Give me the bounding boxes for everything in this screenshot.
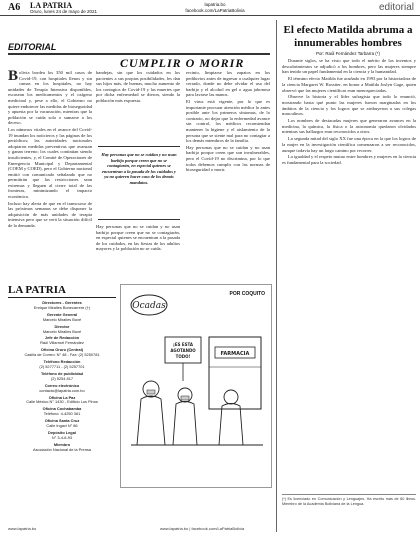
staff-heading: Oficina Oruro (Central) — [40, 347, 84, 353]
staff-heading: Oficina Cochabamba — [42, 406, 82, 412]
staff-box — [8, 284, 116, 530]
cartoon-logo-text: Ocadas — [132, 301, 166, 311]
editorial-rule — [8, 53, 270, 55]
svg-text:TODO!: TODO! — [175, 354, 191, 359]
editorial-column-1: Bolivia bordea los 350 mil casos de Covid-19, con hospitales llenos y sin camas en los hospitales, no hay unidades de Terapia Intensiva disponibles, escasean los medicamentos y el oxígeno medicinal y, pese a ello, el Gobierno no quiere endurecer las medidas de bioseguridad y apuesta por la vacunación, mientras que la población se cuida sola o sumarse a los deceso. Los números vitales en el avance del Covid-19 inundan los noticieros y las páginas de los periódicos; las autoridades nacionales adoptaron medidas preventivas que avanzan y ganan terreno; los cuales continúan siendo insuficientes, y, el Comité de Operaciones de Emergencia Municipal y Departamental (COEM y COED), pero el Gobierno nacional emitió con comunicado señalando que no permitirán que las restricciones sean extremas y lleguen al cierre total de las fronteras, minimizando el impacto económico. Incluso hay alerta de que en el transcurso de las próximas semanas se debe disponer la adquisición de más unidades de terapia intensiva pero que se verá la situación difícil de la demanda. — [8, 70, 92, 229]
cartoon-drawing — [121, 285, 271, 487]
staff-heading: Oficina Santa Cruz — [44, 418, 80, 424]
staff-heading: Teléfono de publicidad — [40, 370, 84, 376]
page-number: A6 — [8, 2, 21, 13]
staff-text: contacto@lapatria.com.bo — [39, 387, 85, 393]
staff-text: Teléfono: 4-4250 361 — [43, 411, 81, 417]
svg-text:AGOTANDO: AGOTANDO — [170, 348, 196, 353]
staff-heading: Directores - Gerentes — [42, 300, 82, 305]
staff-text: Calle México N° 1430 - Edificio Los Pinos — [26, 399, 98, 405]
footer-left[interactable]: www.lapatria.bo — [8, 526, 37, 531]
cartoon-credit: POR COQUITO — [229, 291, 265, 297]
staff-text: Calle Ingavi N° 86 — [46, 423, 78, 429]
staff-heading: Depósito Legal — [48, 429, 76, 435]
staff-heading: Gerente General — [46, 311, 78, 317]
website-link[interactable]: lapatria.bo — [204, 2, 226, 7]
column-title: El efecto Matilda abruma a innumerables hombres — [283, 24, 413, 49]
staff-heading: Teléfono Redacción — [43, 359, 81, 365]
staff-text: (2) 5277711 - (2) 5257701 — [39, 363, 85, 369]
store-sign-text: FARMACIA — [220, 351, 250, 357]
column-paragraph: La segunda mitad del siglo XX fue una época en la que los logros de la mujer en la investigación científica comenzaron a ser reconocidos, aunque todavía hay un largo camino por recorrer. — [282, 136, 416, 153]
column-body — [282, 58, 416, 490]
staff-title: LA PATRIA — [8, 284, 116, 298]
pull-quote: Hay personas que no se cuidan y no usan barbijo porque creen que no se contagiarán, en especial quienes se encuentran a la pasada de los cuidados y ya no quieren hacer caso de los demás mandatos. — [98, 146, 180, 220]
staff-text: Enrique Miralles Bonecarrere (†) — [33, 304, 91, 310]
staff-text: N° 3-4-6-93 — [51, 434, 73, 440]
editorial-cartoon — [120, 284, 272, 488]
staff-heading: Oficina La Paz — [48, 394, 76, 400]
staff-heading: Miembro — [53, 441, 71, 447]
staff-list — [8, 301, 116, 453]
column-paragraph: La igualdad y el respeto mutuo entre hombres y mujeres en la ciencia es fundamental para la sociedad. — [282, 154, 416, 165]
facebook-link[interactable]: facebook.com/LaPatriaBolivia — [185, 8, 245, 13]
section-name: editorial — [378, 2, 414, 13]
staff-text: Marcelo Miralles Bové — [42, 316, 82, 322]
staff-text: (2) 5254 817 — [50, 375, 74, 381]
editorial-column-3: recinto, limpiarse los zapatos en los pediluvios antes de ingresar a cualquier lugar cerrado, donde no debe olvidar el uso del barbijo y el alcohol en gel o agua jabonosa para lavarse las manos. El virus está vigente, por lo que es importante procurar atención médica lo antes posible ante los primeros síntomas, de lo contrario, no dejar que la enfermedad avance sin control, los médicos recomiendan mantener la higiene y el aislamiento de la persona que se siente mal para no contagiar a los demás miembros de la familia. Hay personas que no se cuidan y no usan barbijo porque creen que son invulnerables, pero el Covid-19 no discrimina, por lo que todos debemos cumplir con las normas de bioseguridad o morir. — [186, 70, 270, 173]
staff-text: Asociación Nacional de la Prensa — [33, 446, 91, 452]
page-header — [0, 0, 420, 16]
staff-text: Casilla de Correo: N° 48 - Fax: (2) 5250781 — [24, 352, 100, 358]
issue-date: Oruro, lunes 24 de mayo de 2021 — [30, 9, 98, 14]
column-paragraph: Observe la historia y el líder sufragista que todo lo enunció, mostrando hasta qué punto las mujeres fueron marginadas en los ámbitos de la ciencia y los logros que se atribuyeron a sus colegas masculinos. — [282, 94, 416, 117]
staff-text: Raúl Villarroel Fernández — [40, 340, 84, 346]
staff-heading: Jefe de Redacción — [44, 335, 80, 341]
staff-heading: Correo electrónico — [44, 382, 80, 388]
footer-center[interactable]: www.lapatria.bo | facebook.com/LaPatriaBolivia — [160, 526, 245, 531]
editorial-title: CUMPLIR O MORIR — [120, 56, 245, 70]
drop-cap: B — [8, 70, 19, 84]
column-paragraph: Durante siglos, se ha visto que todo el mérito de los inventos y descubrimientos se adjudicó a los hombres, pero las mujeres siempre han tenido un papel fundamental en la ciencia y la humanidad. — [282, 58, 416, 75]
newspaper-name: LA PATRIA — [30, 1, 73, 10]
column-divider — [276, 20, 277, 532]
editorial-label: EDITORIAL — [8, 42, 57, 52]
column-paragraph: Los nombres de destacadas mujeres que generaron avances en la medicina, la química, la física o la astronomía quedaron olvidados mientras sus hallazgos eran reconocidos a otros. — [282, 118, 416, 135]
svg-text:¡ES ESTA: ¡ES ESTA — [173, 342, 193, 347]
editorial-column-2b: Hay personas que no se cuidan y no usan barbijo porque creen que no se contagiarán, en especial quienes se encuentran a la pasada de los cuidados, en las fiestas de los adultos mayores y la población no se cuida. — [96, 224, 180, 252]
column-byline: Por: Raúl Fernández Tarbarra (*) — [316, 51, 380, 56]
column-paragraph: El término efecto Matilda fue acuñado en 1993 por la historiadora de la ciencia Margaret W. Rossiter, en honor a Matilda Joslyn Gage, quien observó que las mujeres científicas eran menospreciadas. — [282, 76, 416, 93]
column-footnote: (*) Es licenciado en Comunicación y Lenguajes. Ha escrito más de 60 libros. Miembro de la Academia Boliviana de la Lengua. — [282, 494, 416, 530]
staff-heading: Director — [54, 323, 70, 329]
editorial-column-2: bandejas, sin que los cuidados en los pacientes a sus propias posibilidades, les dan sus hijos más, de buenas, mucho aumento de los contagios de Covid-19 y las muertes que por dicha enfermedad se dieron, siendo la población más expuesta. — [96, 70, 180, 103]
staff-text: Marcelo Miralles Bové — [42, 328, 82, 334]
